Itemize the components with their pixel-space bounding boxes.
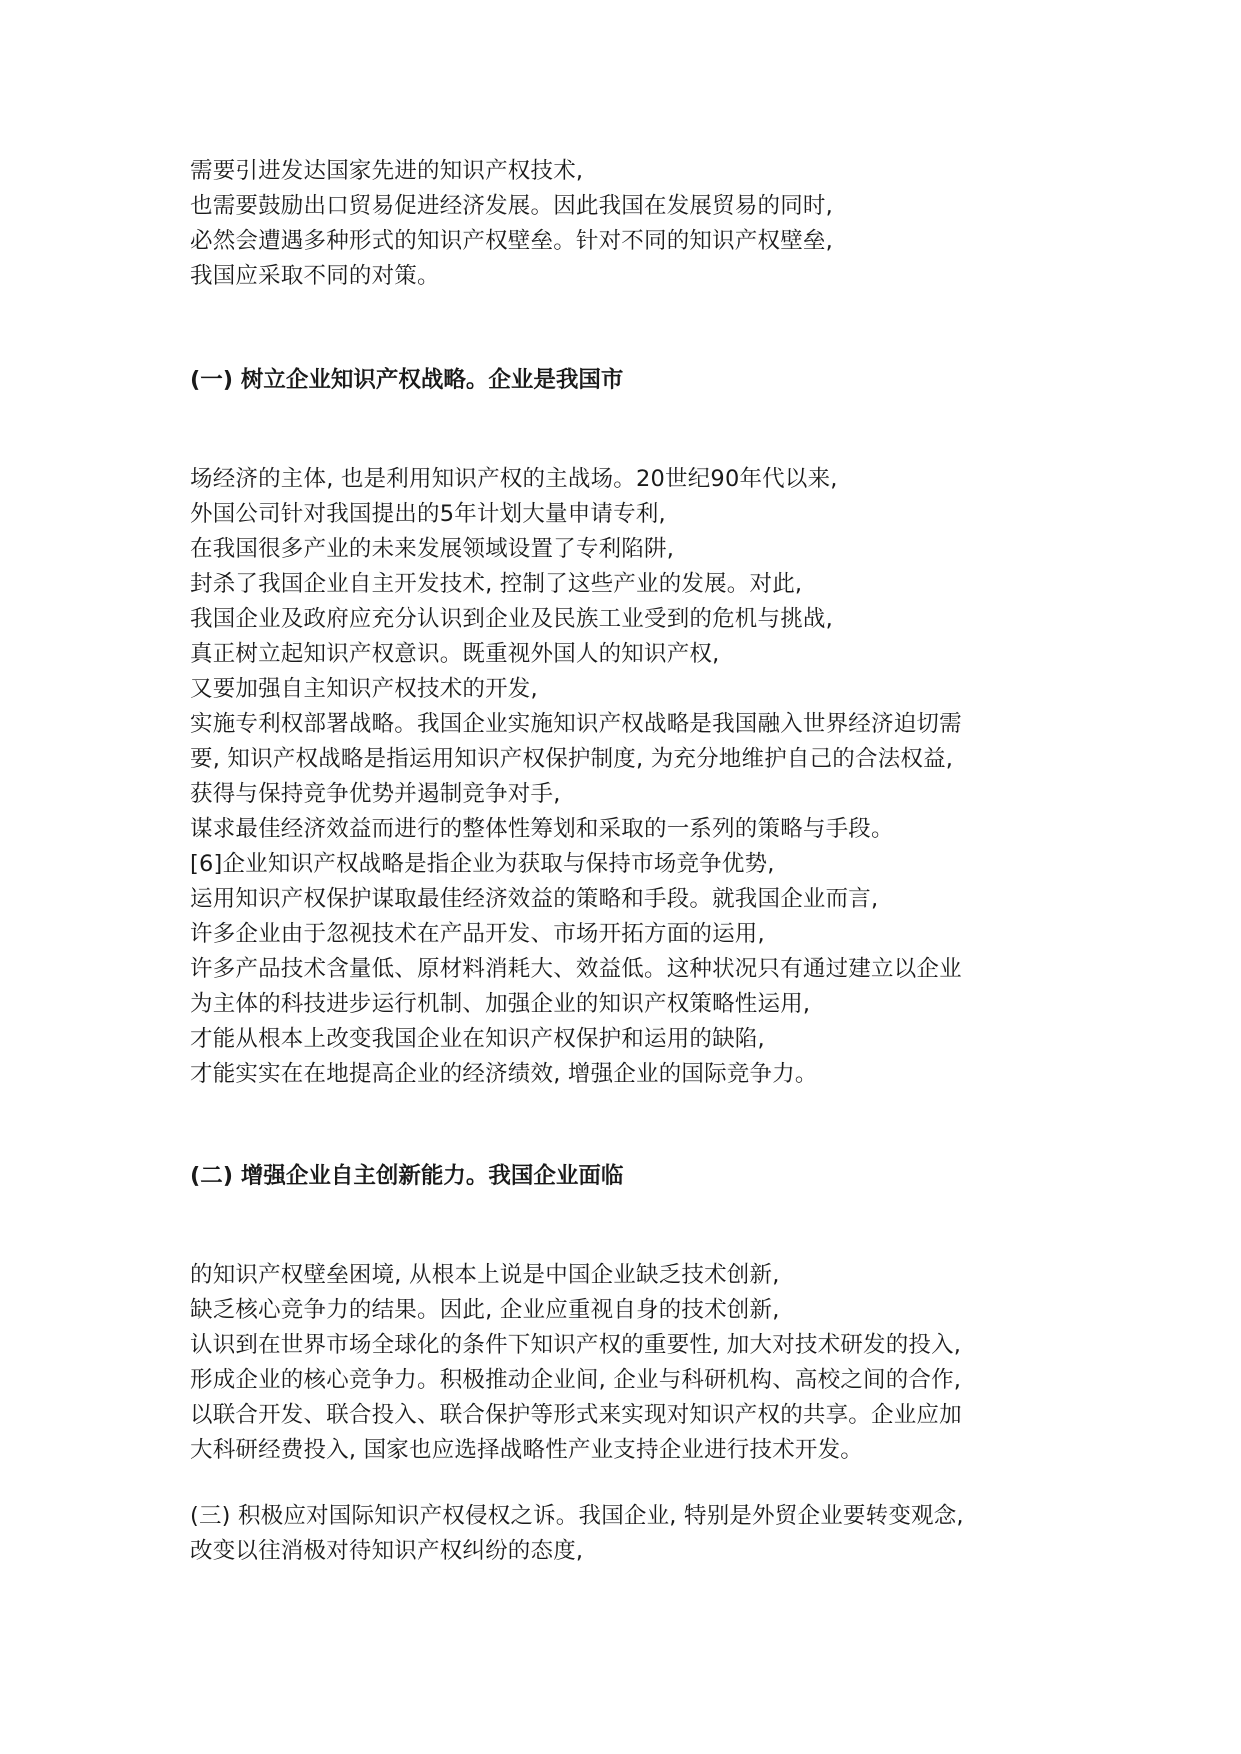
text-line: 许多产品技术含量低、原材料消耗大、效益低。这种状况只有通过建立以企业: [190, 956, 962, 982]
section-heading-2: [190, 1156, 1070, 1196]
text-line: 需要引进发达国家先进的知识产权技术,: [190, 158, 584, 184]
text-line: 实施专利权部署战略。我国企业实施知识产权战略是我国融入世界经济迫切需: [190, 711, 962, 737]
text-line: 许多企业由于忽视技术在产品开发、市场开拓方面的运用,: [190, 921, 765, 947]
section-heading-1: [190, 360, 1070, 400]
text-line: 谋求最佳经济效益而进行的整体性筹划和采取的一系列的策略与手段。: [190, 816, 894, 842]
text-line: 场经济的主体, 也是利用知识产权的主战场。20世纪90年代以来,: [190, 466, 838, 492]
text-line: 认识到在世界市场全球化的条件下知识产权的重要性, 加大对技术研发的投入,: [190, 1332, 962, 1358]
paragraph-intro: [190, 154, 1070, 294]
text-line: 才能实实在在地提高企业的经济绩效, 增强企业的国际竞争力。: [190, 1061, 818, 1087]
text-line: 大科研经费投入, 国家也应选择战略性产业支持企业进行技术开发。: [190, 1437, 864, 1463]
heading-text: (一) 树立企业知识产权战略。企业是我国市: [190, 367, 624, 393]
text-line: 获得与保持竞争优势并遏制竞争对手,: [190, 781, 561, 807]
text-line: 在我国很多产业的未来发展领域设置了专利陷阱,: [190, 536, 675, 562]
text-line: 要, 知识产权战略是指运用知识产权保护制度, 为充分地维护自己的合法权益,: [190, 746, 954, 772]
text-line: 也需要鼓励出口贸易促进经济发展。因此我国在发展贸易的同时,: [190, 193, 833, 219]
text-line: 形成企业的核心竞争力。积极推动企业间, 企业与科研机构、高校之间的合作,: [190, 1367, 962, 1393]
text-line: [6]企业知识产权战略是指企业为获取与保持市场竞争优势,: [190, 851, 775, 877]
text-line: 外国公司针对我国提出的5年计划大量申请专利,: [190, 501, 666, 527]
paragraph-innovation: [190, 1258, 1070, 1468]
text-line: 又要加强自主知识产权技术的开发,: [190, 676, 538, 702]
paragraph-litigation: [190, 1499, 1070, 1569]
heading-text: (二) 增强企业自主创新能力。我国企业面临: [190, 1163, 624, 1189]
text-line: 真正树立起知识产权意识。既重视外国人的知识产权,: [190, 641, 720, 667]
paragraph-strategy: [190, 462, 1070, 1092]
text-line: 才能从根本上改变我国企业在知识产权保护和运用的缺陷,: [190, 1026, 765, 1052]
text-line: 为主体的科技进步运行机制、加强企业的知识产权策略性运用,: [190, 991, 811, 1017]
text-line: 封杀了我国企业自主开发技术, 控制了这些产业的发展。对此,: [190, 571, 803, 597]
text-line: 运用知识产权保护谋取最佳经济效益的策略和手段。就我国企业而言,: [190, 886, 879, 912]
text-line: 以联合开发、联合投入、联合保护等形式来实现对知识产权的共享。企业应加: [190, 1402, 962, 1428]
text-line: 我国应采取不同的对策。: [190, 263, 440, 289]
text-line: 的知识产权壁垒困境, 从根本上说是中国企业缺乏技术创新,: [190, 1262, 780, 1288]
text-line: 缺乏核心竞争力的结果。因此, 企业应重视自身的技术创新,: [190, 1297, 780, 1323]
text-line: 必然会遭遇多种形式的知识产权壁垒。针对不同的知识产权壁垒,: [190, 228, 833, 254]
text-line: 我国企业及政府应充分认识到企业及民族工业受到的危机与挑战,: [190, 606, 833, 632]
text-line: (三) 积极应对国际知识产权侵权之诉。我国企业, 特别是外贸企业要转变观念,: [190, 1503, 964, 1529]
text-line: 改变以往消极对待知识产权纠纷的态度,: [190, 1538, 584, 1564]
